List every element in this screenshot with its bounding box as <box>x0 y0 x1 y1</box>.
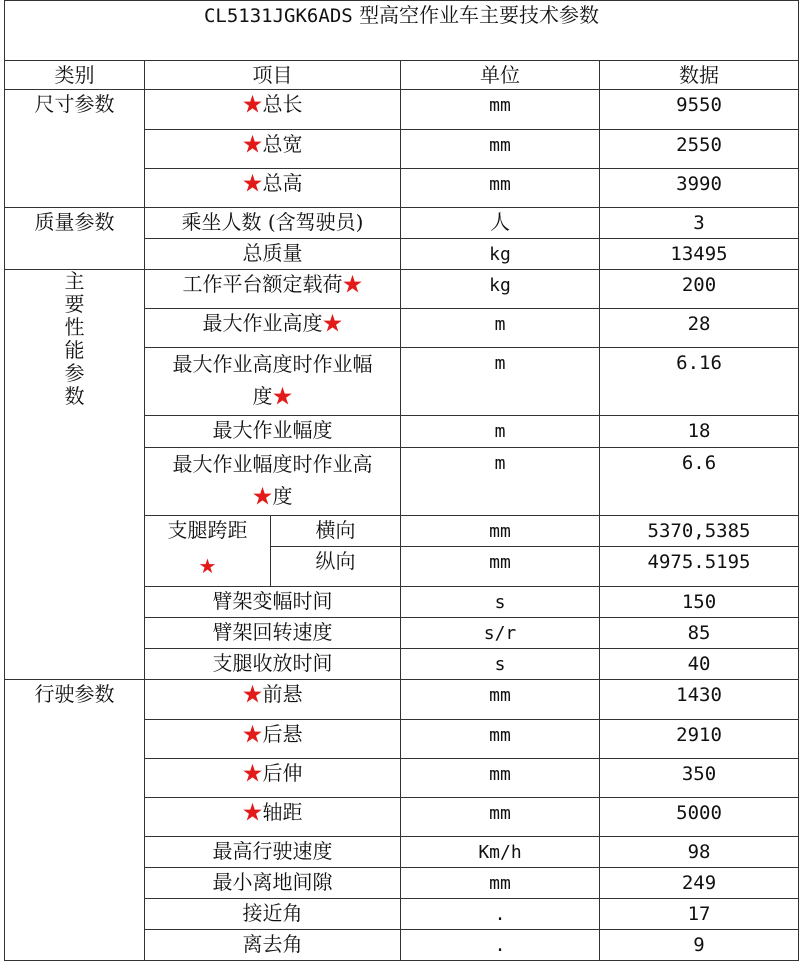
value-cell: 249 <box>600 868 799 899</box>
table-row <box>5 270 799 309</box>
star-icon: ★ <box>198 554 217 578</box>
item-label: ★总宽 <box>145 130 401 169</box>
page-title <box>5 1 799 61</box>
item-label-outrigger: 支腿跨距 ★ <box>145 516 271 587</box>
value-cell: 17 <box>600 899 799 930</box>
unit-cell: Km/h <box>401 837 600 868</box>
item-label: 接近角 <box>145 899 401 930</box>
category-performance: 主要性能参数 <box>5 270 145 680</box>
unit-cell: m <box>401 309 600 348</box>
header-item: 项目 <box>145 61 401 90</box>
unit-cell: mm <box>401 90 600 130</box>
category-mass: 质量参数 <box>5 208 145 270</box>
item-label: 总质量 <box>145 239 401 270</box>
item-label: 最大作业幅度 <box>145 416 401 448</box>
value-cell: 5000 <box>600 798 799 837</box>
unit-cell: mm <box>401 798 600 837</box>
item-label: 最大作业幅度时作业高 ★度 <box>145 448 401 516</box>
star-icon: ★ <box>342 272 363 296</box>
unit-cell: . <box>401 930 600 961</box>
value-cell: 2550 <box>600 130 799 169</box>
item-label: 支腿收放时间 <box>145 649 401 680</box>
item-label: ★前悬 <box>145 680 401 720</box>
star-icon: ★ <box>242 92 263 116</box>
sub-item-label: 纵向 <box>271 547 401 587</box>
value-cell: 13495 <box>600 239 799 270</box>
star-icon: ★ <box>242 722 263 746</box>
header-data: 数据 <box>600 61 799 90</box>
item-label: 臂架变幅时间 <box>145 587 401 618</box>
category-drive: 行驶参数 <box>5 680 145 961</box>
value-cell: 1430 <box>600 680 799 720</box>
value-cell: 150 <box>600 587 799 618</box>
star-icon: ★ <box>242 800 263 824</box>
unit-cell: mm <box>401 759 600 798</box>
value-cell: 3990 <box>600 169 799 208</box>
item-label: ★后伸 <box>145 759 401 798</box>
unit-cell: s/r <box>401 618 600 649</box>
unit-cell: mm <box>401 680 600 720</box>
table-row <box>5 208 799 239</box>
item-label: 最大作业高度时作业幅 度★ <box>145 348 401 416</box>
unit-cell: m <box>401 448 600 516</box>
unit-cell: . <box>401 899 600 930</box>
item-label: 臂架回转速度 <box>145 618 401 649</box>
star-icon: ★ <box>272 384 293 408</box>
unit-cell: m <box>401 348 600 416</box>
unit-cell: mm <box>401 720 600 759</box>
star-icon: ★ <box>242 132 263 156</box>
title-row <box>5 1 799 61</box>
value-cell: 2910 <box>600 720 799 759</box>
unit-cell: m <box>401 416 600 448</box>
value-cell: 40 <box>600 649 799 680</box>
unit-cell: 人 <box>401 208 600 239</box>
value-cell: 6.16 <box>600 348 799 416</box>
item-label: 离去角 <box>145 930 401 961</box>
item-label: 最小离地间隙 <box>145 868 401 899</box>
item-label: ★总高 <box>145 169 401 208</box>
star-icon: ★ <box>322 311 343 335</box>
value-cell: 5370,5385 <box>600 516 799 547</box>
unit-cell: s <box>401 649 600 680</box>
value-cell: 3 <box>600 208 799 239</box>
category-size: 尺寸参数 <box>5 90 145 208</box>
header-row <box>5 61 799 90</box>
unit-cell: mm <box>401 547 600 587</box>
item-label: 乘坐人数 (含驾驶员) <box>145 208 401 239</box>
spec-sheet <box>4 0 798 956</box>
unit-cell: mm <box>401 130 600 169</box>
unit-cell: mm <box>401 516 600 547</box>
item-label: 最高行驶速度 <box>145 837 401 868</box>
spec-table <box>4 0 799 961</box>
item-label: 最大作业高度★ <box>145 309 401 348</box>
unit-cell: s <box>401 587 600 618</box>
value-cell: 18 <box>600 416 799 448</box>
value-cell: 6.6 <box>600 448 799 516</box>
value-cell: 98 <box>600 837 799 868</box>
value-cell: 85 <box>600 618 799 649</box>
unit-cell: mm <box>401 868 600 899</box>
unit-cell: mm <box>401 169 600 208</box>
value-cell: 28 <box>600 309 799 348</box>
value-cell: 350 <box>600 759 799 798</box>
star-icon: ★ <box>252 484 273 508</box>
table-row <box>5 680 799 720</box>
item-label: ★轴距 <box>145 798 401 837</box>
star-icon: ★ <box>242 171 263 195</box>
item-label: ★后悬 <box>145 720 401 759</box>
header-unit: 单位 <box>401 61 600 90</box>
value-cell: 200 <box>600 270 799 309</box>
sub-item-label: 横向 <box>271 516 401 547</box>
title-text: 型高空作业车主要技术参数 <box>359 3 600 27</box>
unit-cell: kg <box>401 270 600 309</box>
value-cell: 9 <box>600 930 799 961</box>
star-icon: ★ <box>242 761 263 785</box>
unit-cell: kg <box>401 239 600 270</box>
value-cell: 9550 <box>600 90 799 130</box>
value-cell: 4975.5195 <box>600 547 799 587</box>
header-category: 类别 <box>5 61 145 90</box>
title-model-code: CL5131JGK6ADS <box>203 5 353 27</box>
item-label: ★总长 <box>145 90 401 130</box>
item-label: 工作平台额定载荷★ <box>145 270 401 309</box>
table-row <box>5 90 799 130</box>
star-icon: ★ <box>242 682 263 706</box>
